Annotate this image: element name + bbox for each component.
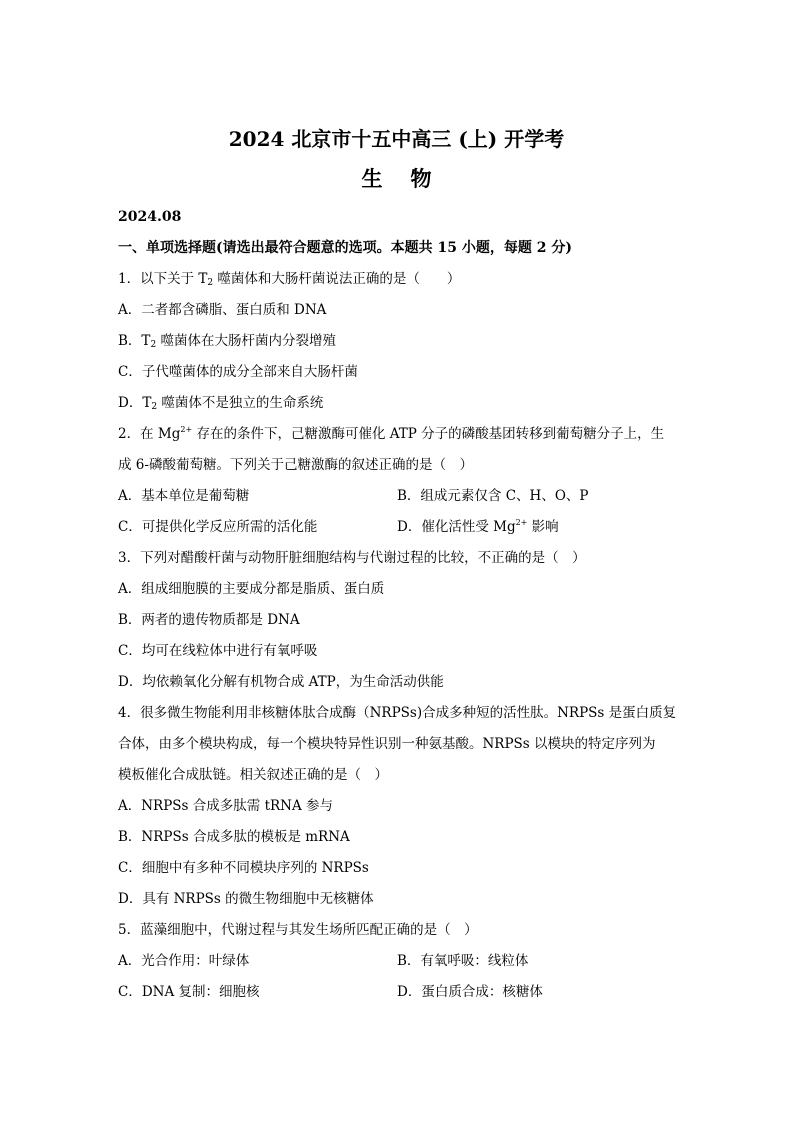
subscript: 2 [151, 402, 158, 412]
option-text: 影响 [527, 519, 559, 535]
option-text: 噬菌体不是独立的生命系统 [157, 395, 324, 411]
question-stem [118, 419, 683, 450]
option-text: D．催化活性受 Mg [397, 519, 516, 535]
option-row [118, 977, 683, 1008]
option-text: D．T [118, 395, 152, 411]
option-text: 噬菌体在大肠杆菌内分裂增殖 [156, 333, 336, 349]
option-c: C．子代噬菌体的成分全部来自大肠杆菌 [118, 364, 358, 380]
question-5 [118, 915, 683, 1008]
option-row [118, 512, 683, 543]
question-3 [118, 543, 683, 698]
question-stem [118, 264, 683, 295]
option-a: A．光合作用：叶绿体 [118, 953, 250, 969]
question-stem-continued: 合体，由多个模块构成，每一个模块特异性识别一种氨基酸。NRPSs 以模块的特定序列为 [118, 736, 656, 752]
option-c: C．可提供化学反应所需的活化能 [118, 519, 318, 535]
option-d [118, 388, 683, 419]
question-stem-continued: 模板催化合成肽链。相关叙述正确的是（ ） [118, 767, 388, 783]
question-4 [118, 698, 683, 915]
question-stem: 3．下列对醋酸杆菌与动物肝脏细胞结构与代谢过程的比较，不正确的是（ ） [118, 550, 586, 566]
exam-content [118, 202, 683, 1008]
option-b: B．组成元素仅含 C、H、O、P [397, 488, 589, 504]
option-c: C．细胞中有多种不同模块序列的 NRPSs [118, 860, 369, 876]
stem-text: 存在的条件下，己糖激酶可催化 ATP 分子的磷酸基团转移到葡萄糖分子上，生 [192, 426, 665, 442]
option-a: A．基本单位是葡萄糖 [118, 488, 250, 504]
option-a: A．二者都含磷脂、蛋白质和 DNA [118, 302, 327, 318]
subject-title: 生物 [361, 166, 460, 191]
subscript: 2 [207, 278, 214, 288]
stem-text: 2．在 Mg [118, 426, 181, 442]
option-b: B．有氧呼吸：线粒体 [397, 953, 529, 969]
exam-title: 2024 北京市十五中高三 (上) 开学考 [228, 127, 565, 151]
option-d: D．具有 NRPSs 的微生物细胞中无核糖体 [118, 891, 374, 907]
option-c: C．均可在线粒体中进行有氧呼吸 [118, 643, 318, 659]
option-row [118, 946, 683, 977]
option-d: D．均依赖氧化分解有机物合成 ATP，为生命活动供能 [118, 674, 444, 690]
option-b: B．NRPSs 合成多肽的模板是 mRNA [118, 829, 350, 845]
question-2 [118, 419, 683, 543]
subscript: 2 [150, 340, 157, 350]
stem-text: 噬菌体和大肠杆菌说法正确的是（ ） [213, 271, 461, 287]
option-d [397, 512, 676, 543]
question-stem: 5．蓝藻细胞中，代谢过程与其发生场所匹配正确的是（ ） [118, 922, 478, 938]
stem-text: 1．以下关于 T [118, 271, 208, 287]
option-text: B．T [118, 333, 151, 349]
superscript: 2+ [515, 518, 528, 527]
option-c: C．DNA 复制：细胞核 [118, 984, 260, 1000]
option-a: A．NRPSs 合成多肽需 tRNA 参与 [118, 798, 334, 814]
option-d: D．蛋白质合成：核糖体 [397, 984, 543, 1000]
option-a: A．组成细胞膜的主要成分都是脂质、蛋白质 [118, 581, 385, 597]
question-stem: 4．很多微生物能利用非核糖体肽合成酶（NRPSs)合成多种短的活性肽。NRPSs 是蛋白质复 [118, 705, 677, 721]
question-1 [118, 264, 683, 419]
option-b: B．两者的遗传物质都是 DNA [118, 612, 300, 628]
question-stem-continued: 成 6-磷酸葡萄糖。下列关于己糖激酶的叙述正确的是（ ） [118, 457, 473, 473]
option-b [118, 326, 683, 357]
exam-date: 2024.08 [118, 209, 182, 225]
section-heading: 一、单项选择题(请选出最符合题意的选项。本题共 15 小题，每题 2 分) [118, 240, 572, 256]
option-row [118, 481, 683, 512]
superscript: 2+ [180, 425, 193, 434]
